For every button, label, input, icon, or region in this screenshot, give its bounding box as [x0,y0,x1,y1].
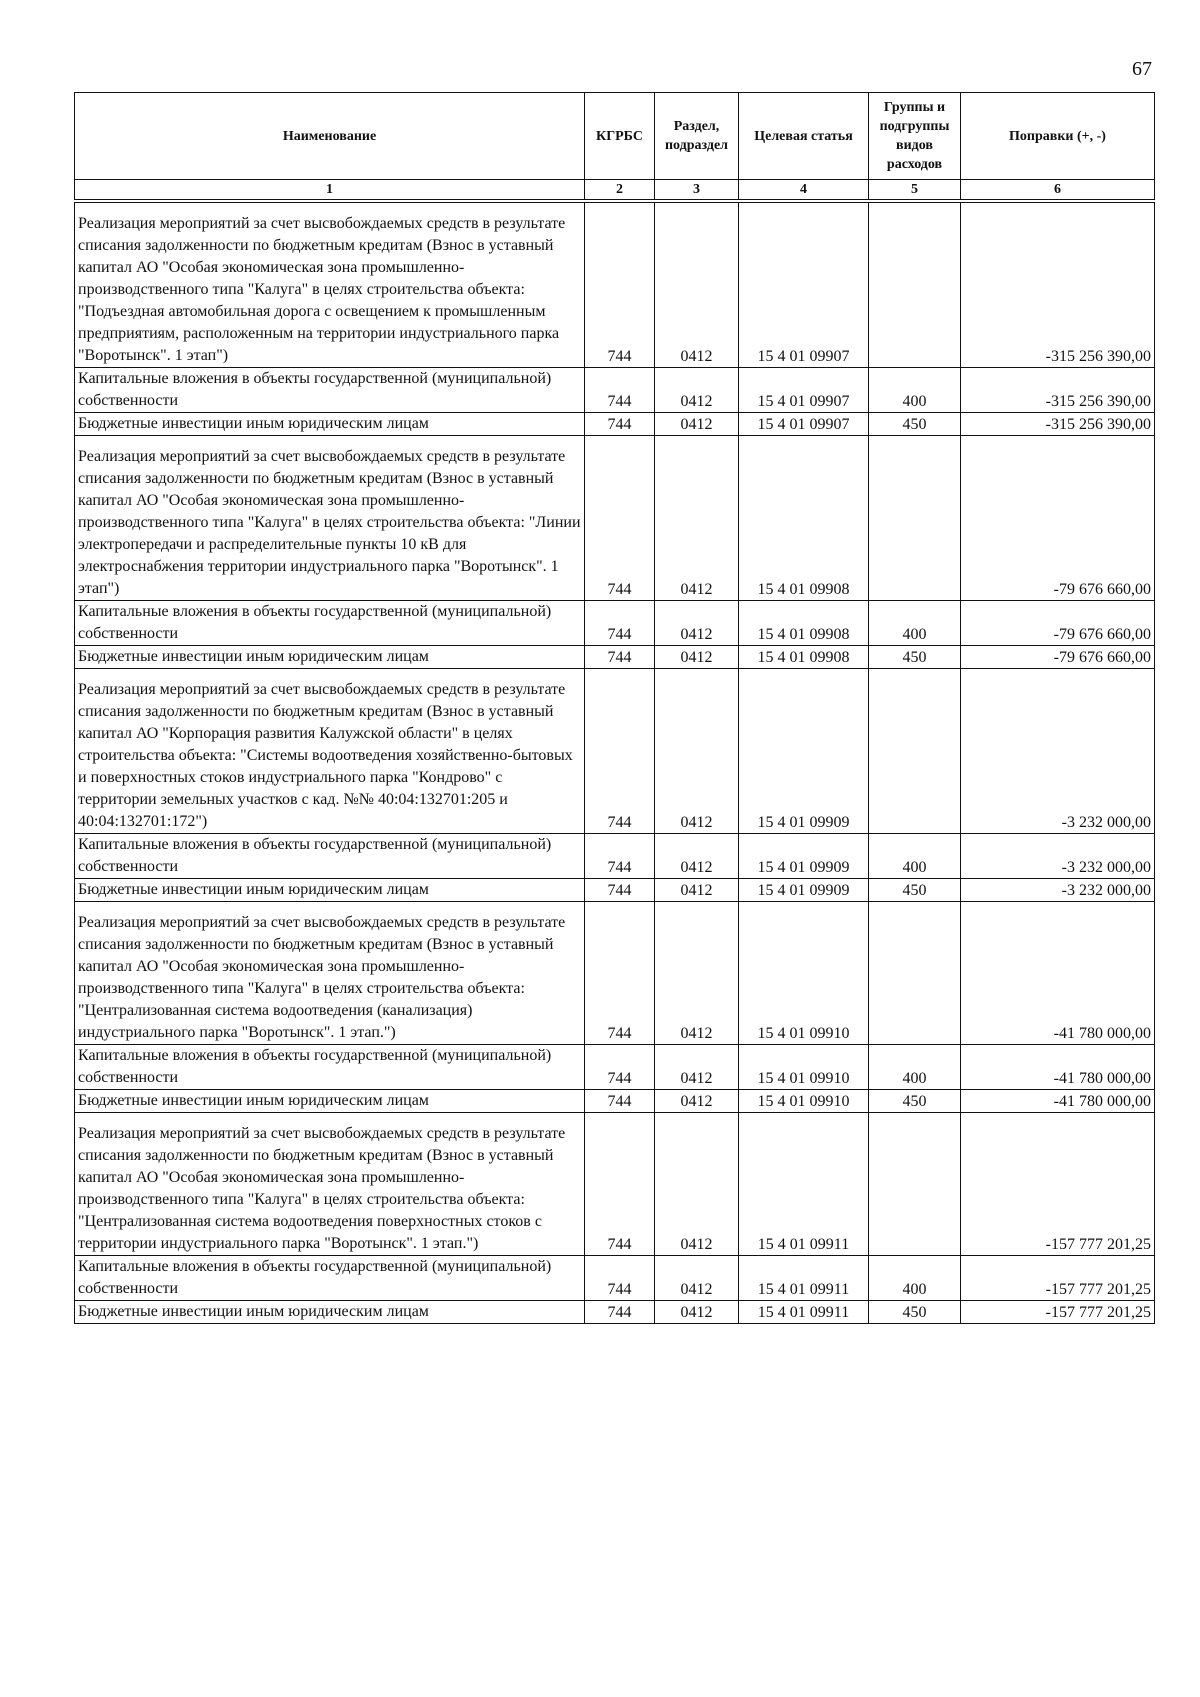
cell-kgrbs: 744 [585,902,655,1045]
cell-target: 15 4 01 09908 [739,436,869,601]
cell-section: 0412 [655,368,739,413]
cell-name: Капитальные вложения в объекты государственной (муниципальной) собственности [75,834,585,879]
cell-target: 15 4 01 09907 [739,413,869,436]
cell-name: Капитальные вложения в объекты государственной (муниципальной) собственности [75,1256,585,1301]
cell-group: 450 [869,413,961,436]
cell-group: 450 [869,1301,961,1324]
table-row [75,1113,1155,1256]
cell-kgrbs: 744 [585,413,655,436]
cell-target: 15 4 01 09909 [739,879,869,902]
cell-amount: -3 232 000,00 [961,669,1155,834]
cell-section: 0412 [655,646,739,669]
cell-target: 15 4 01 09908 [739,646,869,669]
table-row [75,902,1155,1045]
cell-kgrbs: 744 [585,1045,655,1090]
col-number: 1 [75,180,585,202]
col-header-section: Раздел, подраздел [655,93,739,180]
table-row [75,1256,1155,1301]
cell-section: 0412 [655,413,739,436]
cell-amount: -79 676 660,00 [961,646,1155,669]
cell-group: 400 [869,368,961,413]
cell-section: 0412 [655,879,739,902]
header-row [75,93,1155,180]
cell-target: 15 4 01 09907 [739,201,869,368]
table-row [75,879,1155,902]
col-number: 2 [585,180,655,202]
cell-section: 0412 [655,1113,739,1256]
cell-section: 0412 [655,601,739,646]
table-row [75,1045,1155,1090]
cell-name: Капитальные вложения в объекты государственной (муниципальной) собственности [75,601,585,646]
cell-amount: -3 232 000,00 [961,834,1155,879]
cell-group [869,902,961,1045]
cell-amount: -41 780 000,00 [961,1045,1155,1090]
cell-group [869,1113,961,1256]
cell-kgrbs: 744 [585,669,655,834]
cell-kgrbs: 744 [585,201,655,368]
cell-section: 0412 [655,902,739,1045]
cell-target: 15 4 01 09910 [739,902,869,1045]
cell-amount: -315 256 390,00 [961,413,1155,436]
cell-target: 15 4 01 09907 [739,368,869,413]
cell-name: Реализация мероприятий за счет высвобождаемых средств в результате списания задолженности по бюджетным кредитам (Взнос в уставный капитал АО "Особая экономическая зона промышленно-производственного типа "Калуга" в целях строительства объекта: "Линии электропередачи и распределительные пункты 10 кВ для электроснабжения территории индустриального парка "Воротынск". 1 этап") [75,436,585,601]
cell-amount: -79 676 660,00 [961,436,1155,601]
cell-group [869,436,961,601]
cell-group [869,669,961,834]
cell-amount: -315 256 390,00 [961,201,1155,368]
cell-amount: -41 780 000,00 [961,1090,1155,1113]
col-number: 5 [869,180,961,202]
cell-target: 15 4 01 09909 [739,834,869,879]
cell-name: Бюджетные инвестиции иным юридическим лицам [75,879,585,902]
table-row [75,1301,1155,1324]
cell-name: Реализация мероприятий за счет высвобождаемых средств в результате списания задолженности по бюджетным кредитам (Взнос в уставный капитал АО "Особая экономическая зона промышленно-производственного типа "Калуга" в целях строительства объекта: "Централизованная система водоотведения поверхностных стоков с территории индустриального парка "Воротынск". 1 этап.") [75,1113,585,1256]
cell-kgrbs: 744 [585,879,655,902]
cell-target: 15 4 01 09908 [739,601,869,646]
cell-section: 0412 [655,436,739,601]
cell-amount: -79 676 660,00 [961,601,1155,646]
col-header-target: Целевая статья [739,93,869,180]
cell-amount: -157 777 201,25 [961,1301,1155,1324]
cell-name: Капитальные вложения в объекты государственной (муниципальной) собственности [75,1045,585,1090]
cell-kgrbs: 744 [585,601,655,646]
cell-section: 0412 [655,1045,739,1090]
cell-name: Бюджетные инвестиции иным юридическим лицам [75,1090,585,1113]
table-row [75,368,1155,413]
cell-group: 400 [869,601,961,646]
cell-name: Бюджетные инвестиции иным юридическим лицам [75,1301,585,1324]
cell-kgrbs: 744 [585,834,655,879]
page-number: 67 [1132,58,1152,80]
cell-amount: -157 777 201,25 [961,1256,1155,1301]
table-row [75,834,1155,879]
cell-group: 400 [869,834,961,879]
cell-section: 0412 [655,1090,739,1113]
col-header-name: Наименование [75,93,585,180]
cell-amount: -157 777 201,25 [961,1113,1155,1256]
cell-group: 400 [869,1045,961,1090]
cell-target: 15 4 01 09911 [739,1301,869,1324]
cell-target: 15 4 01 09911 [739,1256,869,1301]
cell-section: 0412 [655,1256,739,1301]
cell-group: 450 [869,1090,961,1113]
cell-group: 400 [869,1256,961,1301]
table-row [75,413,1155,436]
cell-group [869,201,961,368]
cell-kgrbs: 744 [585,1301,655,1324]
table-row [75,646,1155,669]
cell-amount: -41 780 000,00 [961,902,1155,1045]
cell-name: Реализация мероприятий за счет высвобождаемых средств в результате списания задолженности по бюджетным кредитам (Взнос в уставный капитал АО "Особая экономическая зона промышленно-производственного типа "Калуга" в целях строительства объекта: "Подъездная автомобильная дорога с освещением к промышленным предприятиям, расположенным на территории индустриального парка "Воротынск". 1 этап") [75,201,585,368]
col-number: 3 [655,180,739,202]
cell-target: 15 4 01 09910 [739,1045,869,1090]
cell-amount: -315 256 390,00 [961,368,1155,413]
cell-section: 0412 [655,669,739,834]
cell-name: Бюджетные инвестиции иным юридическим лицам [75,646,585,669]
col-number: 6 [961,180,1155,202]
col-header-groups: Группы и подгруппы видов расходов [869,93,961,180]
cell-group: 450 [869,646,961,669]
table-row [75,601,1155,646]
table-row [75,1090,1155,1113]
cell-section: 0412 [655,1301,739,1324]
table-row [75,436,1155,601]
cell-kgrbs: 744 [585,368,655,413]
cell-target: 15 4 01 09911 [739,1113,869,1256]
cell-section: 0412 [655,834,739,879]
cell-section: 0412 [655,201,739,368]
cell-group: 450 [869,879,961,902]
cell-name: Бюджетные инвестиции иным юридическим лицам [75,413,585,436]
cell-kgrbs: 744 [585,1113,655,1256]
cell-kgrbs: 744 [585,1256,655,1301]
table-row [75,669,1155,834]
col-header-amendments: Поправки (+, -) [961,93,1155,180]
col-header-kgrbs: КГРБС [585,93,655,180]
cell-name: Капитальные вложения в объекты государственной (муниципальной) собственности [75,368,585,413]
budget-table [74,92,1155,1324]
table-row [75,201,1155,368]
cell-amount: -3 232 000,00 [961,879,1155,902]
cell-target: 15 4 01 09909 [739,669,869,834]
cell-name: Реализация мероприятий за счет высвобождаемых средств в результате списания задолженности по бюджетным кредитам (Взнос в уставный капитал АО "Особая экономическая зона промышленно-производственного типа "Калуга" в целях строительства объекта: "Централизованная система водоотведения (канализация) индустриального парка "Воротынск". 1 этап.") [75,902,585,1045]
cell-kgrbs: 744 [585,646,655,669]
cell-kgrbs: 744 [585,1090,655,1113]
column-number-row [75,180,1155,202]
cell-kgrbs: 744 [585,436,655,601]
cell-target: 15 4 01 09910 [739,1090,869,1113]
col-number: 4 [739,180,869,202]
cell-name: Реализация мероприятий за счет высвобождаемых средств в результате списания задолженности по бюджетным кредитам (Взнос в уставный капитал АО "Корпорация развития Калужской области" в целях строительства объекта: "Системы водоотведения хозяйственно-бытовых и поверхностных стоков индустриального парка "Кондрово" с территории земельных участков с кад. №№ 40:04:132701:205 и 40:04:132701:172") [75,669,585,834]
